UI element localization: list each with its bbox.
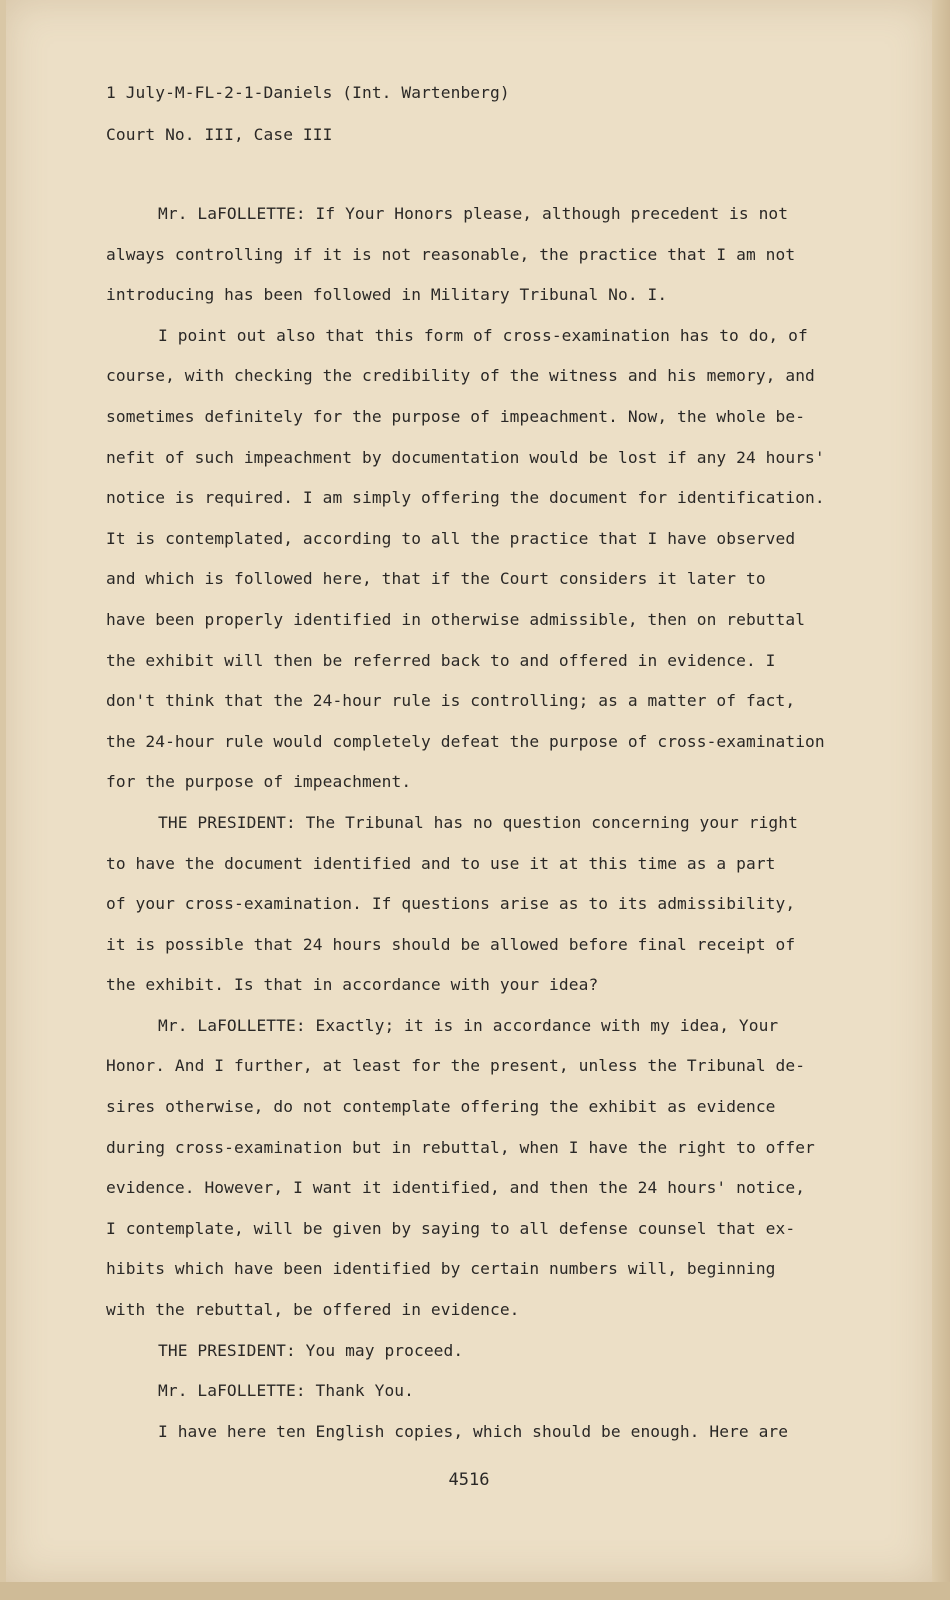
transcript-line: Honor. And I further, at least for the present, unless the Tribunal de-	[106, 1056, 806, 1076]
document-page	[6, 0, 932, 1582]
transcript-line: It is contemplated, according to all the practice that I have observed	[106, 528, 796, 548]
transcript-line: Mr. LaFOLLETTE: If Your Honors please, although precedent is not	[158, 204, 789, 223]
transcript-line: hibits which have been identified by certain numbers will, beginning	[106, 1259, 776, 1279]
transcript-line: always controlling if it is not reasonable, the practice that I am not	[106, 244, 796, 264]
page-bottom-edge	[0, 1582, 950, 1600]
transcript-line: notice is required. I am simply offering the document for identification.	[106, 488, 825, 508]
transcript-line: nefit of such impeachment by documentation would be lost if any 24 hours'	[106, 447, 825, 467]
transcript-line: the exhibit will then be referred back to and offered in evidence. I	[106, 650, 776, 670]
transcript-line: I have here ten English copies, which should be enough. Here are	[158, 1421, 789, 1441]
transcript-line: during cross-examination but in rebuttal, when I have the right to offer	[106, 1137, 815, 1157]
transcript-text	[106, 72, 866, 1452]
transcript-line: course, with checking the credibility of the witness and his memory, and	[106, 366, 815, 386]
transcript-line: I point out also that this form of cross-examination has to do, of	[158, 325, 808, 345]
header-court-line: Court No. III, Case III	[106, 125, 333, 144]
transcript-line: sires otherwise, do not contemplate offering the exhibit as evidence	[106, 1097, 776, 1117]
transcript-line: Mr. LaFOLLETTE: Exactly; it is in accordance with my idea, Your	[158, 1015, 779, 1035]
transcript-line: THE PRESIDENT: The Tribunal has no question concerning your right	[158, 812, 798, 832]
page-number: 4516	[448, 1470, 490, 1490]
transcript-line: for the purpose of impeachment.	[106, 772, 412, 792]
page-edge	[932, 0, 950, 1600]
transcript-line: the 24-hour rule would completely defeat the purpose of cross-examination	[106, 731, 825, 751]
transcript-line: evidence. However, I want it identified, and then the 24 hours' notice,	[106, 1178, 806, 1198]
header-case-line: 1 July-M-FL-2-1-Daniels (Int. Wartenberg)	[106, 83, 510, 102]
transcript-line: introducing has been followed in Military Tribunal No. I.	[106, 285, 668, 305]
transcript-line: I contemplate, will be given by saying to all defense counsel that ex-	[106, 1218, 796, 1238]
transcript-line: sometimes definitely for the purpose of impeachment. Now, the whole be-	[106, 406, 806, 426]
transcript-line: don't think that the 24-hour rule is controlling; as a matter of fact,	[106, 691, 796, 711]
transcript-line: to have the document identified and to use it at this time as a part	[106, 853, 776, 873]
transcript-line: of your cross-examination. If questions arise as to its admissibility,	[106, 894, 796, 914]
transcript-line: the exhibit. Is that in accordance with your idea?	[106, 975, 599, 995]
transcript-line: with the rebuttal, be offered in evidence.	[106, 1300, 520, 1320]
transcript-line: THE PRESIDENT: You may proceed.	[158, 1340, 464, 1360]
transcript-line: have been properly identified in otherwise admissible, then on rebuttal	[106, 609, 806, 629]
transcript-line: and which is followed here, that if the Court considers it later to	[106, 569, 766, 589]
transcript-line: Mr. LaFOLLETTE: Thank You.	[158, 1381, 414, 1401]
transcript-line: it is possible that 24 hours should be allowed before final receipt of	[106, 934, 796, 954]
